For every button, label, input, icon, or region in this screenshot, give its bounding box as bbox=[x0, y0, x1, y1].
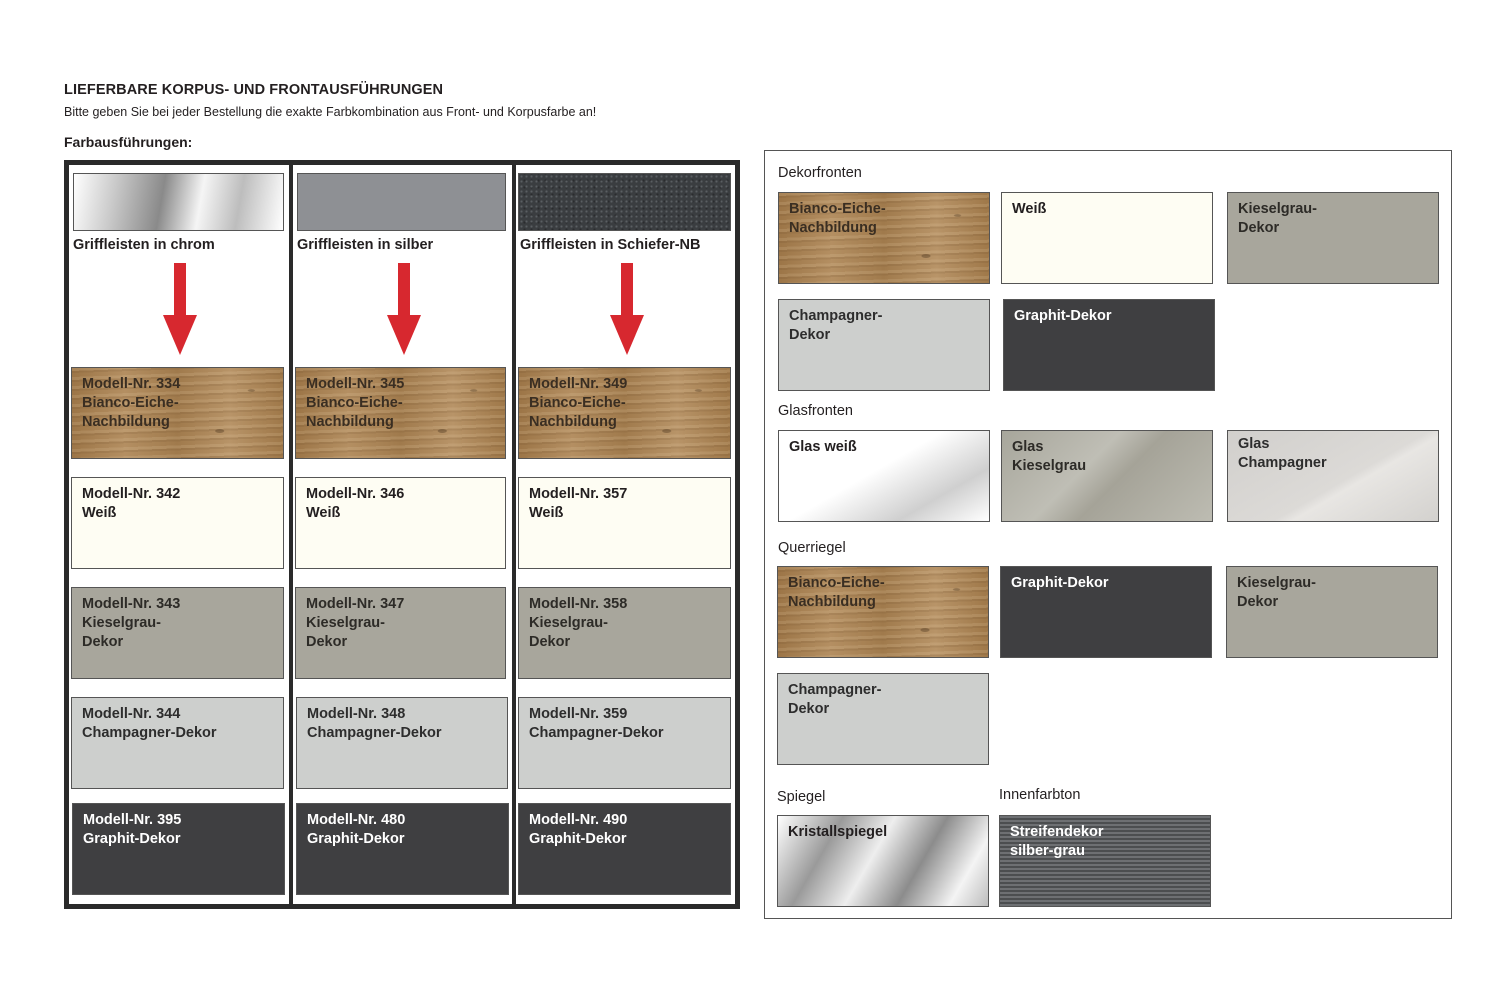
swatch-tile: Weiß bbox=[1001, 192, 1213, 284]
model-tile: Modell-Nr. 358 Kieselgrau- Dekor bbox=[518, 587, 731, 679]
handle-swatch-schiefer bbox=[518, 173, 731, 231]
model-tile: Modell-Nr. 345 Bianco-Eiche- Nachbildung bbox=[295, 367, 506, 459]
page-title: LIEFERBARE KORPUS- UND FRONTAUSFÜHRUNGEN bbox=[64, 82, 444, 98]
model-tile: Modell-Nr. 395 Graphit-Dekor bbox=[72, 803, 285, 895]
swatch-tile: Glas Kieselgrau bbox=[1001, 430, 1213, 522]
down-arrow-icon bbox=[387, 263, 421, 355]
model-grid bbox=[64, 160, 740, 909]
model-tile: Modell-Nr. 349 Bianco-Eiche- Nachbildung bbox=[518, 367, 731, 459]
column-chrom bbox=[69, 165, 289, 904]
model-tile: Modell-Nr. 359 Champagner-Dekor bbox=[518, 697, 731, 789]
swatch-tile: Champagner- Dekor bbox=[777, 673, 989, 765]
model-tile: Modell-Nr. 348 Champagner-Dekor bbox=[296, 697, 508, 789]
model-tile: Modell-Nr. 357 Weiß bbox=[518, 477, 731, 569]
dekorfronten-label: Dekorfronten bbox=[778, 165, 862, 181]
handle-swatch-chrom bbox=[73, 173, 284, 231]
swatch-tile: Glas Champagner bbox=[1227, 430, 1439, 522]
column-heading: Griffleisten in chrom bbox=[73, 237, 215, 253]
swatch-tile: Streifendekor silber-grau bbox=[999, 815, 1211, 907]
querriegel-label: Querriegel bbox=[778, 540, 846, 556]
down-arrow-icon bbox=[610, 263, 644, 355]
down-arrow-icon bbox=[163, 263, 197, 355]
section-heading: Farbausführungen: bbox=[64, 134, 193, 150]
swatch-tile: Glas weiß bbox=[778, 430, 990, 522]
spiegel-label: Spiegel bbox=[777, 789, 826, 805]
model-tile: Modell-Nr. 346 Weiß bbox=[295, 477, 506, 569]
innenfarbton-label: Innenfarbton bbox=[999, 787, 1081, 803]
swatch-tile: Graphit-Dekor bbox=[1003, 299, 1215, 391]
swatch-tile: Kristallspiegel bbox=[777, 815, 989, 907]
page-subtitle: Bitte geben Sie bei jeder Bestellung die exakte Farbkombination aus Front- und Korpusfarbe an! bbox=[64, 105, 597, 119]
swatch-tile: Bianco-Eiche- Nachbildung bbox=[778, 192, 990, 284]
glasfronten-label: Glasfronten bbox=[778, 403, 853, 419]
model-tile: Modell-Nr. 480 Graphit-Dekor bbox=[296, 803, 509, 895]
model-tile: Modell-Nr. 347 Kieselgrau- Dekor bbox=[295, 587, 506, 679]
model-tile: Modell-Nr. 490 Graphit-Dekor bbox=[518, 803, 731, 895]
column-silber bbox=[293, 165, 513, 904]
swatch-tile: Kieselgrau- Dekor bbox=[1226, 566, 1438, 658]
handle-swatch-silber bbox=[297, 173, 506, 231]
column-heading: Griffleisten in silber bbox=[297, 237, 434, 253]
column-heading: Griffleisten in Schiefer-NB bbox=[520, 237, 701, 253]
model-tile: Modell-Nr. 343 Kieselgrau- Dekor bbox=[71, 587, 284, 679]
model-tile: Modell-Nr. 334 Bianco-Eiche- Nachbildung bbox=[71, 367, 284, 459]
swatch-tile: Champagner- Dekor bbox=[778, 299, 990, 391]
swatch-tile: Graphit-Dekor bbox=[1000, 566, 1212, 658]
column-schiefer bbox=[516, 165, 736, 904]
swatch-tile: Bianco-Eiche- Nachbildung bbox=[777, 566, 989, 658]
swatch-tile: Kieselgrau- Dekor bbox=[1227, 192, 1439, 284]
model-tile: Modell-Nr. 344 Champagner-Dekor bbox=[71, 697, 284, 789]
model-tile: Modell-Nr. 342 Weiß bbox=[71, 477, 284, 569]
